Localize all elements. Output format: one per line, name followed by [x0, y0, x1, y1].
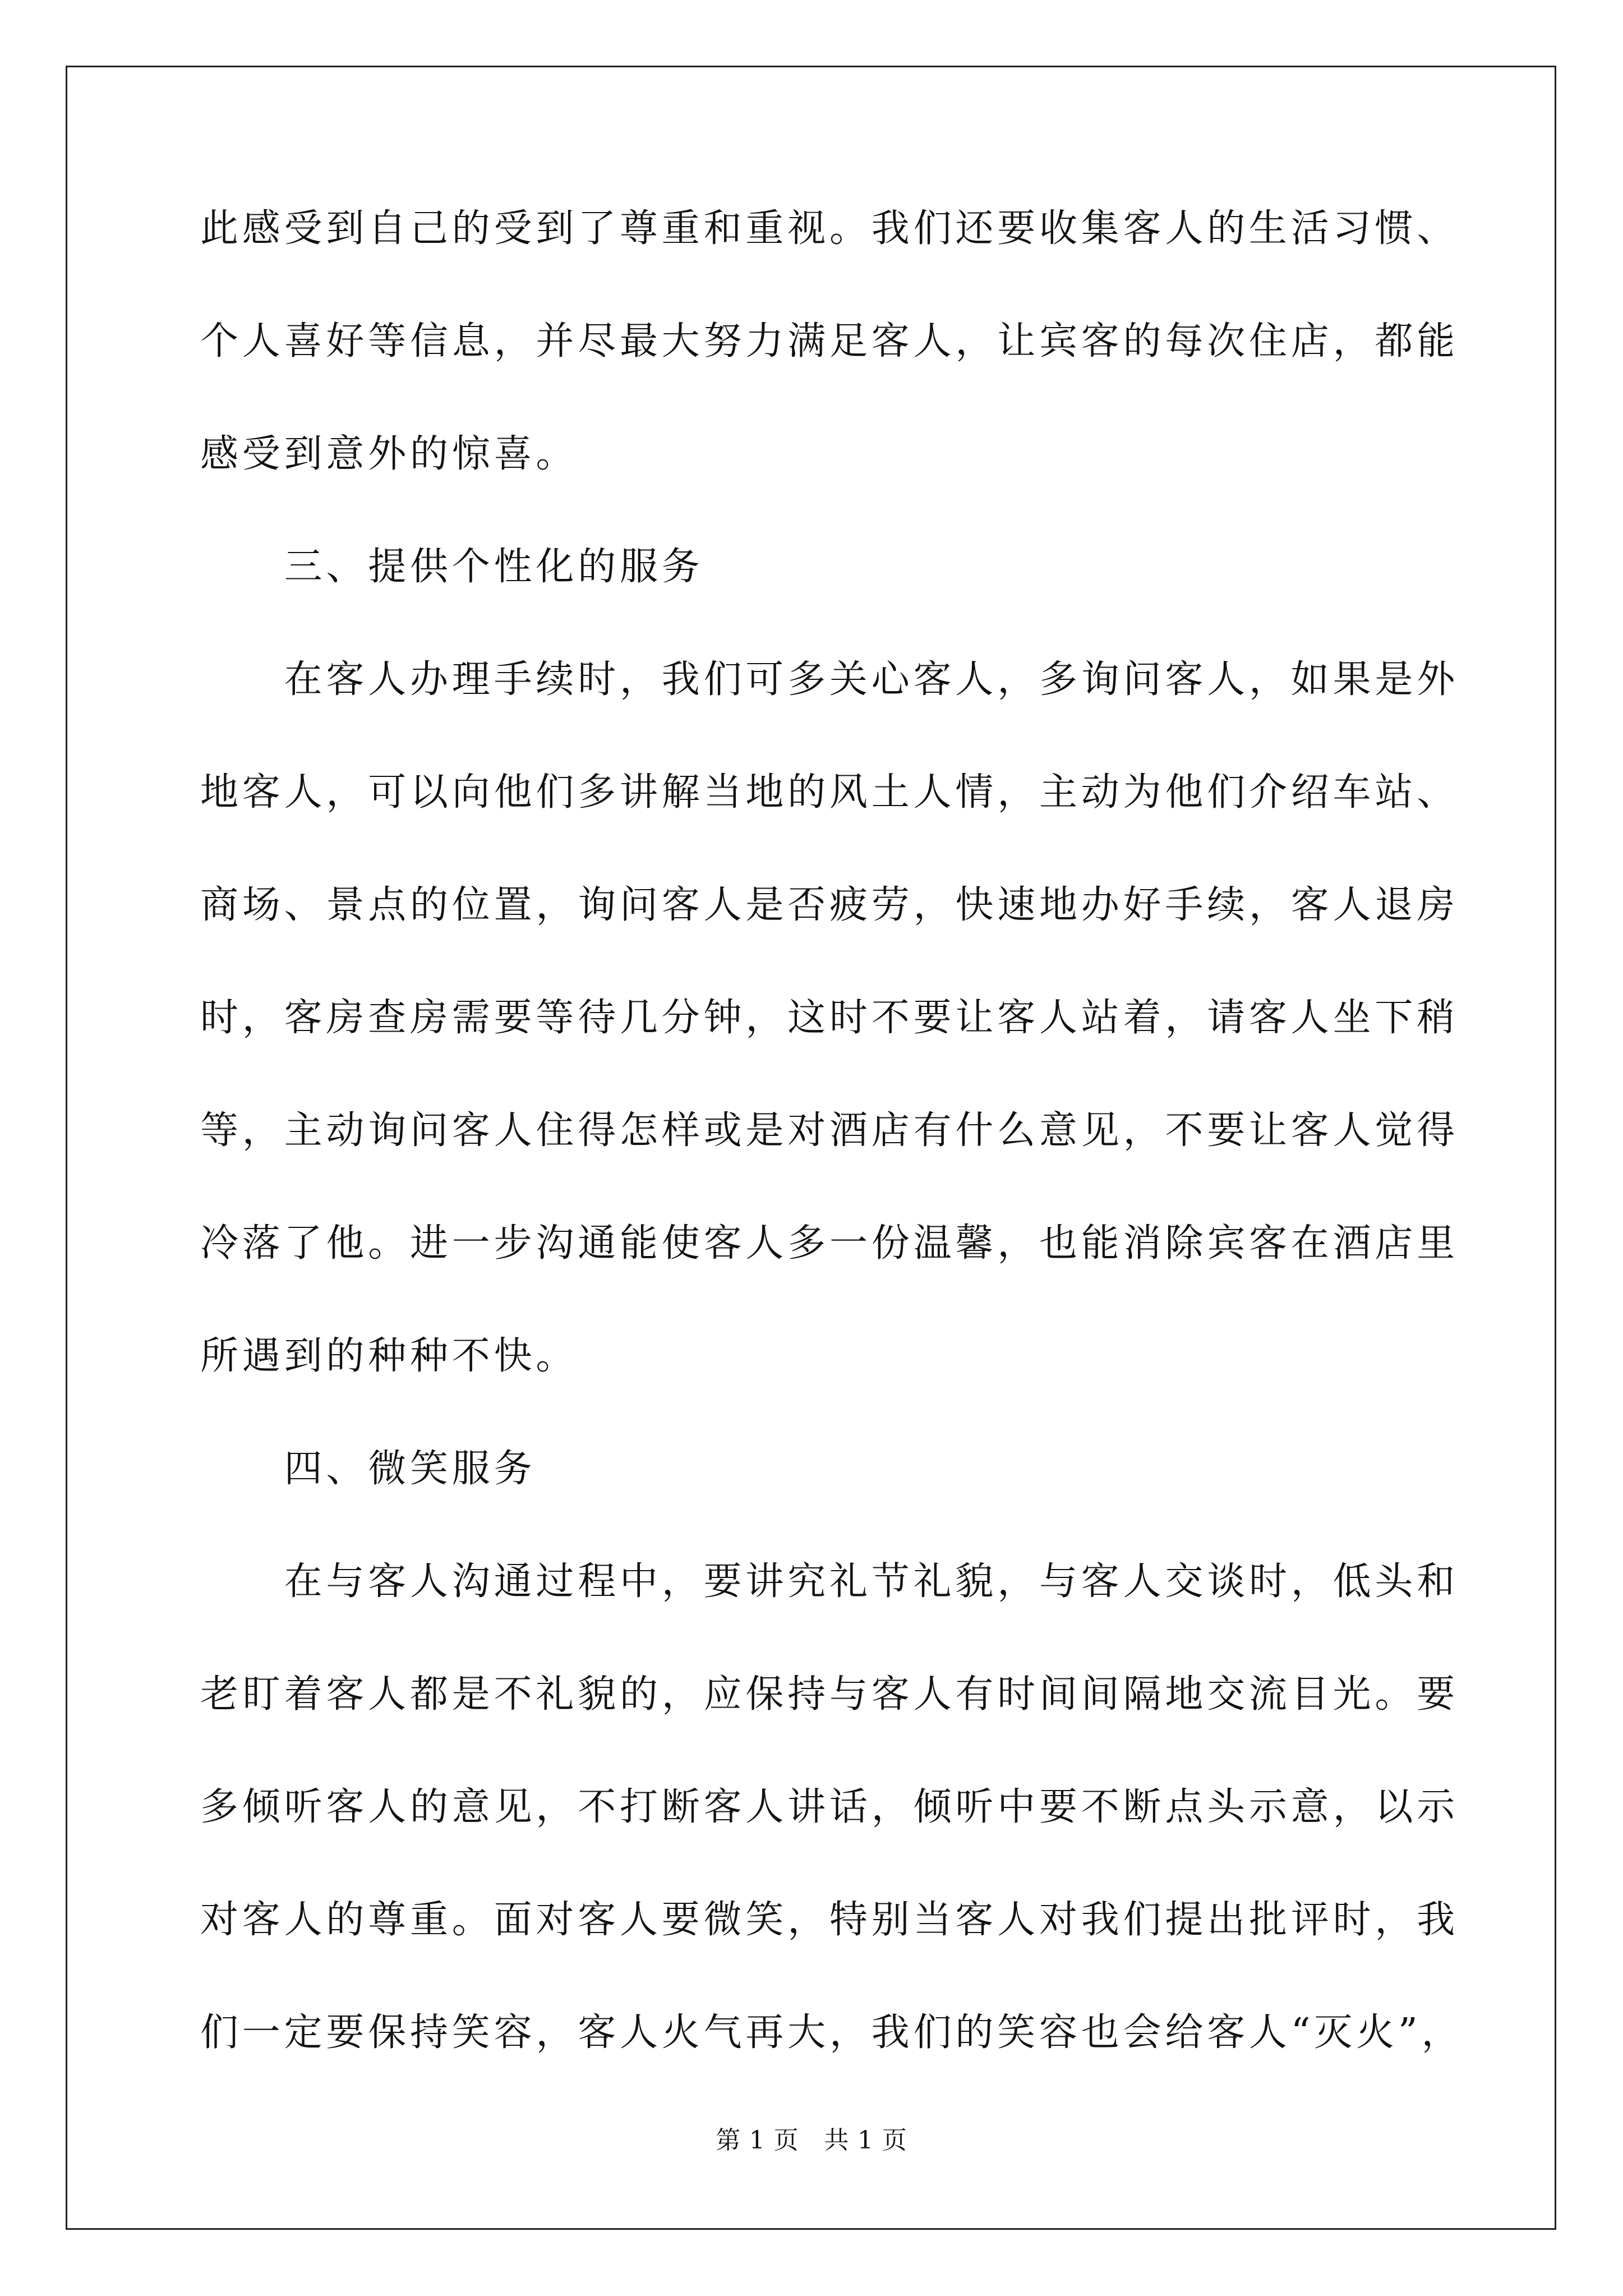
page-number: 第 1 页 共 1 页	[716, 2126, 907, 2155]
text-line: 多倾听客人的意见，不打断客人讲话，倾听中要不断点头示意，以示	[200, 1785, 1459, 1829]
text-line: 此感受到自己的受到了尊重和重视。我们还要收集客人的生活习惯、	[200, 206, 1459, 251]
text-line: 老盯着客人都是不礼貌的，应保持与客人有时间间隔地交流目光。要	[200, 1672, 1459, 1717]
text-line: 们一定要保持笑容，客人火气再大，我们的笑容也会给客人“灭火”，	[200, 2010, 1464, 2055]
text-line: 对客人的尊重。面对客人要微笑，特别当客人对我们提出批评时，我	[200, 1898, 1459, 1942]
text-line: 等，主动询问客人住得怎样或是对酒店有什么意见，不要让客人觉得	[200, 1108, 1459, 1153]
text-line: 商场、景点的位置，询问客人是否疲劳，快速地办好手续，客人退房	[200, 883, 1459, 927]
text-line: 个人喜好等信息，并尽最大努力满足客人，让宾客的每次住店，都能	[200, 319, 1459, 364]
text-line: 所遇到的种种不快。	[200, 1334, 578, 1378]
section-heading: 三、提供个性化的服务	[200, 545, 704, 589]
text-line: 地客人，可以向他们多讲解当地的风土人情，主动为他们介绍车站、	[200, 770, 1459, 815]
text-line: 感受到意外的惊喜。	[200, 432, 578, 476]
text-line: 在客人办理手续时，我们可多关心客人，多询问客人，如果是外	[200, 657, 1459, 702]
section-heading: 四、微笑服务	[200, 1447, 536, 1491]
text-line: 冷落了他。进一步沟通能使客人多一份温馨，也能消除宾客在酒店里	[200, 1221, 1459, 1266]
text-line: 在与客人沟通过程中，要讲究礼节礼貌，与客人交谈时，低头和	[200, 1559, 1459, 1604]
text-line: 时，客房查房需要等待几分钟，这时不要让客人站着，请客人坐下稍	[200, 996, 1459, 1040]
